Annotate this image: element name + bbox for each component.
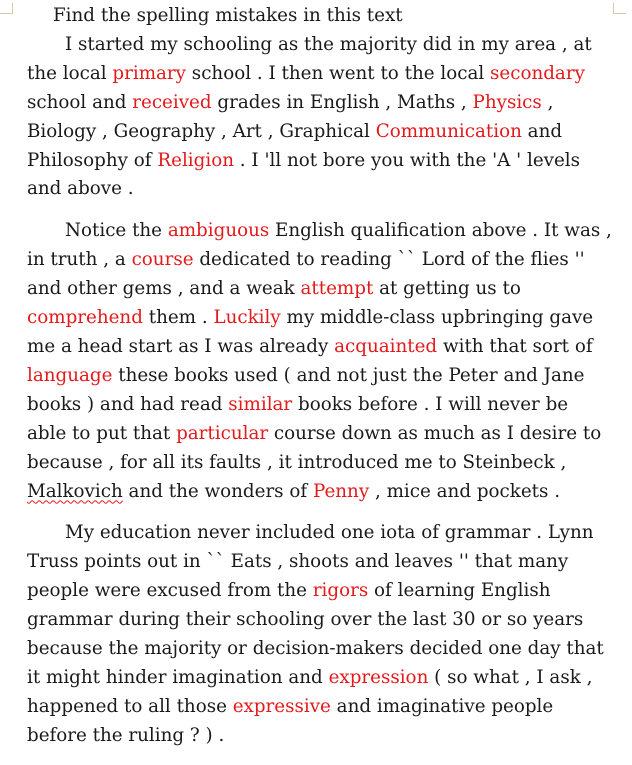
text-run: of learning English grammar during their schooling over the last 30 or so years because the majority or decision-makers decided one day that it might hinder imagination and xyxy=(27,580,604,688)
text-run: My education never included one iota of grammar . Lynn Truss points out in `` Eats , shoots and leaves '' that many people were excused from the xyxy=(27,522,594,602)
highlighted-word: received xyxy=(132,91,212,113)
highlighted-word: similar xyxy=(228,393,293,415)
text-run: Notice the xyxy=(65,220,168,242)
text-run: English qualification above . It was , in truth , a xyxy=(27,220,612,271)
document-body xyxy=(27,0,613,751)
text-run: with that sort of xyxy=(437,335,593,357)
text-run: . I 'll not bore you with the 'A ' levels and above . xyxy=(27,149,581,200)
highlighted-word: expressive xyxy=(232,695,331,717)
highlighted-word: language xyxy=(27,364,113,386)
spellcheck-flagged-word: Malkovich xyxy=(27,480,123,502)
page-corner-mark-left xyxy=(0,3,13,14)
text-run: my middle-class upbringing gave me a head start as I was already xyxy=(27,307,594,357)
highlighted-word: expression xyxy=(328,666,429,688)
highlighted-word: Religion xyxy=(157,149,234,171)
text-run: , mice and pockets . xyxy=(369,480,561,502)
highlighted-word: Penny xyxy=(312,480,370,502)
text-run: , Biology , Geography , Art , Graphical xyxy=(27,91,554,142)
text-run: them . xyxy=(142,307,214,329)
highlighted-word: secondary xyxy=(490,62,585,84)
highlighted-word: acquainted xyxy=(334,335,438,357)
highlighted-word: comprehend xyxy=(27,307,143,329)
text-run: school and xyxy=(27,91,133,113)
text-run: grades in English , Maths , xyxy=(211,91,473,113)
highlighted-word: Physics xyxy=(472,91,542,113)
highlighted-word: Luckily xyxy=(213,307,281,329)
text-run: and Philosophy of xyxy=(27,120,563,171)
highlighted-word: particular xyxy=(176,422,269,444)
paragraph-3 xyxy=(27,519,613,750)
document-title: Find the spelling mistakes in this text xyxy=(53,5,403,26)
text-run: and imaginative people before the ruling ? ) . xyxy=(27,695,554,746)
highlighted-word: course xyxy=(131,249,194,271)
paragraph-2 xyxy=(27,217,613,506)
text-run: dedicated to reading `` Lord of the flies '' and other gems , and a weak xyxy=(27,249,585,300)
highlighted-word: attempt xyxy=(300,278,374,300)
text-run: course down as much as I desire to because , for all its faults , it introduced me to Steinbeck , xyxy=(27,422,602,473)
text-run: and the wonders of xyxy=(122,480,313,502)
highlighted-word: primary xyxy=(112,62,186,84)
text-run: ( so what , I ask , happened to all those xyxy=(27,666,593,717)
text-run: school . I then went to the local xyxy=(186,62,491,84)
highlighted-word: rigors xyxy=(312,580,369,602)
text-run: at getting us to xyxy=(373,278,521,300)
text-run: books before . I will never be able to put that xyxy=(27,393,569,444)
highlighted-word: ambiguous xyxy=(167,220,270,242)
text-run: I started my schooling as the majority did in my area , at the local xyxy=(27,33,592,84)
text-run: these books used ( and not just the Peter and Jane books ) and had read xyxy=(27,364,585,415)
paragraph-1 xyxy=(27,31,613,204)
highlighted-word: Communication xyxy=(375,120,522,142)
paragraph-container xyxy=(27,31,613,751)
page-corner-mark-right xyxy=(613,3,626,14)
